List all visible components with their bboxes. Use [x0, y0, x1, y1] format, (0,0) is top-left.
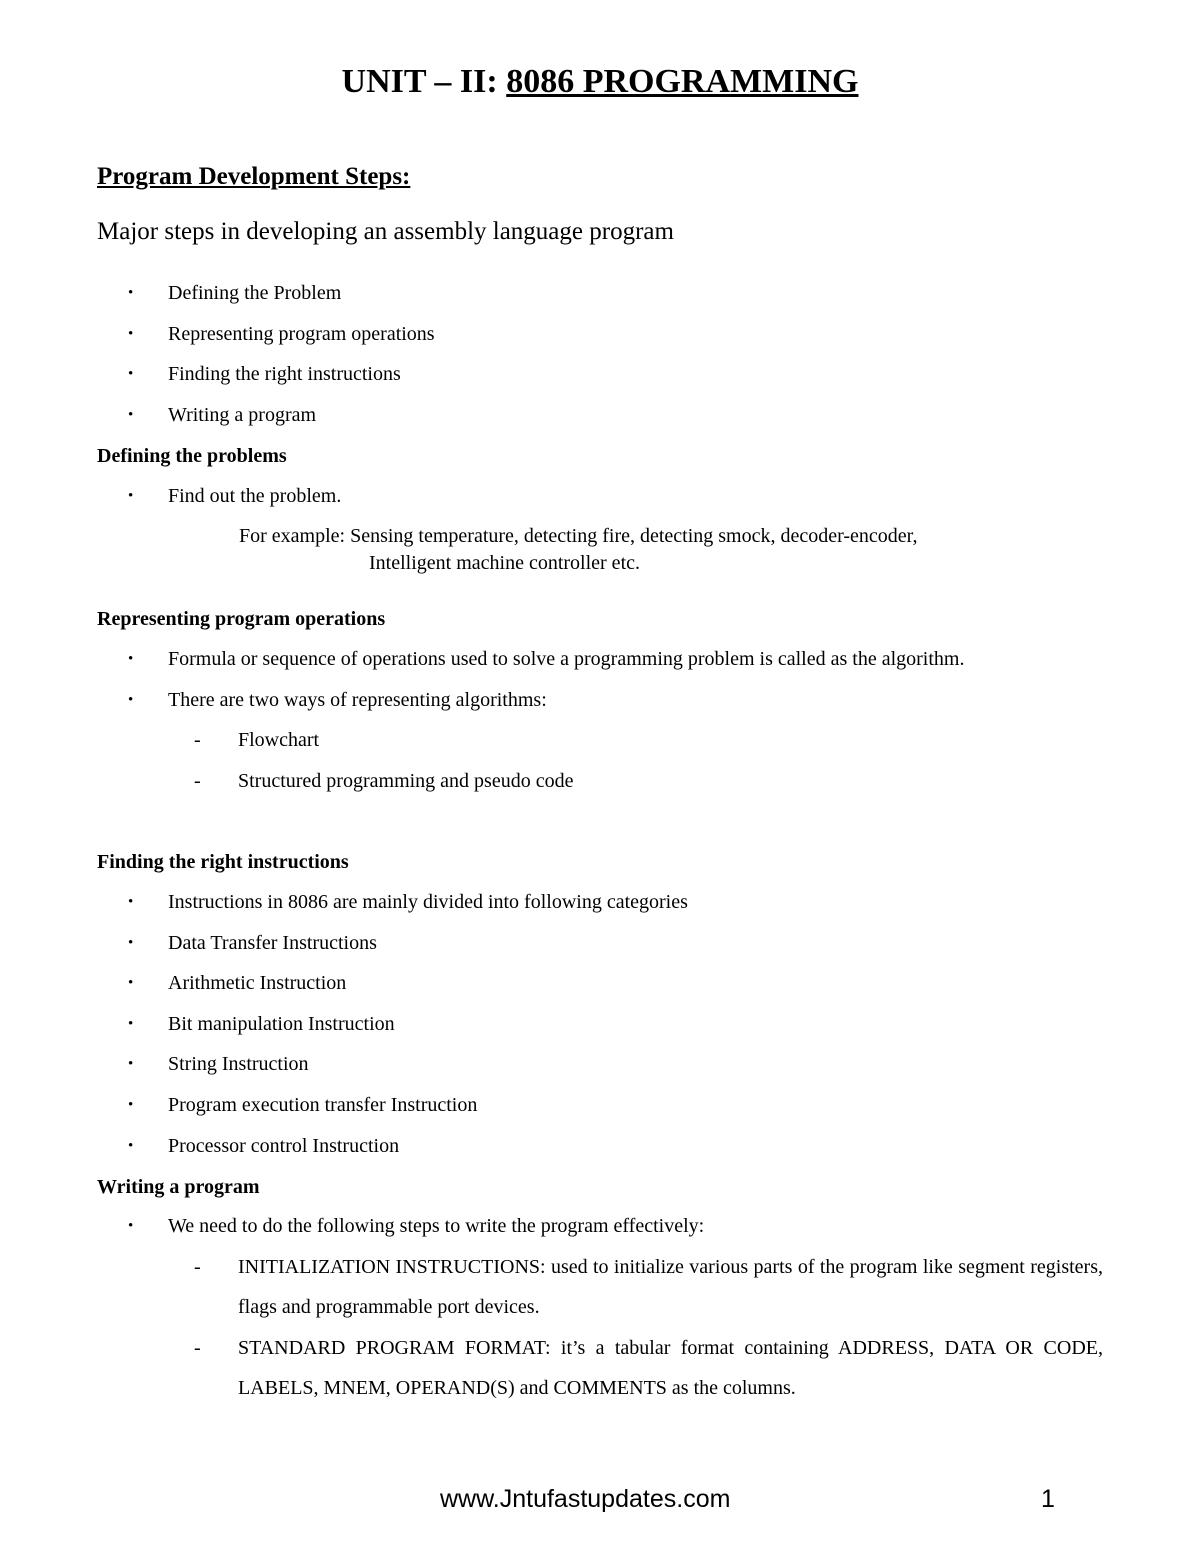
writing-list	[97, 1206, 1103, 1409]
bullet-icon: •	[128, 1137, 134, 1154]
list-item: • Arithmetic Instruction	[97, 963, 1103, 1004]
bullet-icon: •	[128, 1056, 134, 1073]
defining-heading: Defining the problems	[97, 445, 287, 467]
bullet-icon: •	[128, 975, 134, 992]
writing-sublist	[168, 1247, 1103, 1409]
finding-heading: Finding the right instructions	[97, 851, 349, 873]
sub-list-item: - Structured programming and pseudo code	[168, 761, 1103, 802]
bullet-icon: •	[128, 691, 134, 708]
bullet-icon: •	[128, 325, 134, 342]
section-heading: Program Development Steps:	[97, 163, 411, 190]
list-item: • We need to do the following steps to write the program effectively: - INITIALIZATION INSTRUCTIONS: used to initialize various parts of the program like segment registers, flags and programmable port devices. - STANDARD PROGRAM FORMAT: it’s a tabular format containing ADDRESS, DATA OR CODE, LABELS, MNEM, OPERAND(S) and COMMENTS as the columns.	[97, 1206, 1103, 1409]
writing-heading: Writing a program	[97, 1176, 260, 1198]
list-item: • Representing program operations	[97, 314, 1103, 355]
list-item: • Processor control Instruction	[97, 1126, 1103, 1167]
bullet-icon: •	[128, 488, 134, 504]
title-underlined: 8086 PROGRAMMING	[506, 63, 859, 100]
defining-list	[97, 476, 1103, 517]
finding-list	[97, 882, 1103, 1166]
list-item: • String Instruction	[97, 1044, 1103, 1085]
example-line-1: For example: Sensing temperature, detecting fire, detecting smock, decoder-encoder,	[239, 525, 918, 547]
bullet-icon: •	[128, 934, 134, 951]
list-item: • Writing a program	[97, 395, 1103, 436]
representing-heading: Representing program operations	[97, 608, 386, 630]
bullet-icon: •	[128, 1218, 134, 1234]
bullet-icon: •	[128, 894, 134, 910]
list-item: • Finding the right instructions	[97, 354, 1103, 395]
page-number: 1	[1041, 1485, 1055, 1513]
title-prefix: UNIT – II:	[341, 63, 507, 100]
sub-list-item: - STANDARD PROGRAM FORMAT: it’s a tabular format containing ADDRESS, DATA OR CODE, LABELS, MNEM, OPERAND(S) and COMMENTS as the columns.	[168, 1328, 1103, 1409]
dash-icon: -	[194, 769, 201, 792]
dash-icon: -	[194, 729, 201, 752]
bullet-icon: •	[128, 1015, 134, 1032]
bullet-icon: •	[128, 1096, 134, 1113]
dash-icon: -	[194, 1336, 201, 1359]
sub-list-item: - Flowchart	[168, 720, 1103, 761]
list-item: • Data Transfer Instructions	[97, 923, 1103, 964]
bullet-icon: •	[128, 366, 134, 383]
representing-sublist	[168, 720, 1103, 801]
bullet-icon: •	[128, 406, 134, 423]
list-item: • Program execution transfer Instruction	[97, 1085, 1103, 1126]
footer-url: www.Jntufastupdates.com	[440, 1485, 731, 1513]
list-item: • Bit manipulation Instruction	[97, 1004, 1103, 1045]
bullet-icon: •	[128, 285, 134, 301]
example-text	[239, 523, 918, 577]
bullet-icon: •	[128, 651, 134, 667]
list-item: • Instructions in 8086 are mainly divided into following categories	[97, 882, 1103, 923]
list-item: • Formula or sequence of operations used to solve a programming problem is called as the algorithm.	[97, 639, 1103, 680]
list-item: • There are two ways of representing algorithms: - Flowchart - Structured programming and pseudo code	[97, 680, 1103, 802]
list-item: • Find out the problem.	[97, 476, 1103, 517]
steps-list	[97, 273, 1103, 435]
page-title	[0, 58, 1200, 106]
example-line-2: Intelligent machine controller etc.	[369, 552, 640, 574]
representing-list	[97, 639, 1103, 801]
list-item: • Defining the Problem	[97, 273, 1103, 314]
lead-text: Major steps in developing an assembly language program	[97, 218, 674, 245]
sub-list-item: - INITIALIZATION INSTRUCTIONS: used to initialize various parts of the program like segment registers, flags and programmable port devices.	[168, 1247, 1103, 1328]
dash-icon: -	[194, 1255, 201, 1278]
